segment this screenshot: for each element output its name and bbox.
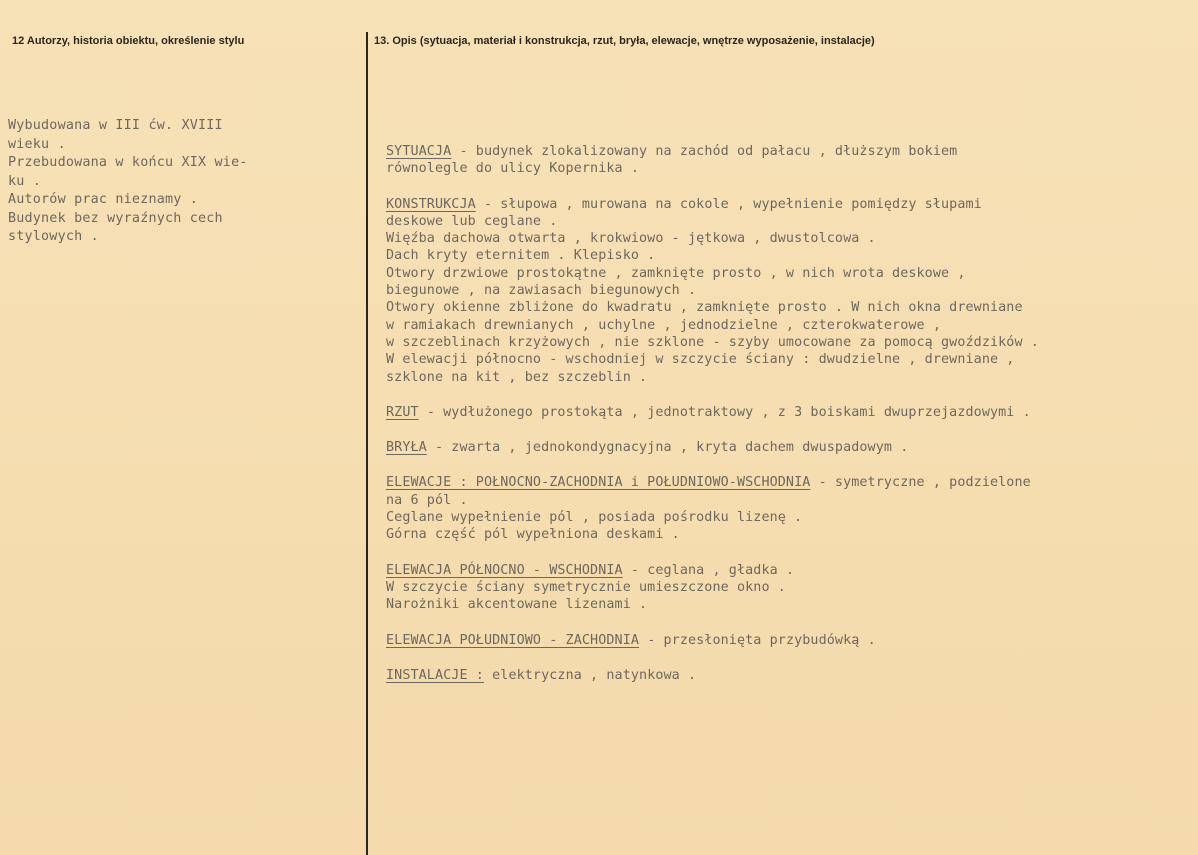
section-line: Więźba dachowa otwarta , krokwiowo - jętkowa , dwustolcowa . bbox=[386, 231, 876, 247]
section-label: SYTUACJA bbox=[386, 144, 452, 159]
section-line: Górna część pól wypełniona deskami . bbox=[386, 527, 680, 543]
section-text: elektryczna , natynkowa . bbox=[483, 667, 697, 683]
header-description: 13. Opis (sytuacja, materiał i konstrukcja, rzut, bryła, elewacje, wnętrze wyposażenie, instalacje) bbox=[374, 35, 875, 47]
section-bryla bbox=[386, 439, 1198, 456]
section-label: RZUT bbox=[386, 404, 419, 420]
section-line: W elewacji północno - wschodniej w szczycie ściany : dwudzielne , drewniane , bbox=[386, 352, 1015, 368]
section-text: - ceglana , gładka . bbox=[622, 562, 795, 578]
section-line: równolegle do ulicy Kopernika . bbox=[386, 161, 640, 177]
section-line: Otwory drzwiowe prostokątne , zamknięte prosto , w nich wrota deskowe , bbox=[386, 265, 966, 281]
column-divider bbox=[366, 32, 368, 855]
section-elewacja-polnocno-wschodnia bbox=[386, 562, 1198, 614]
section-text: - słupowa , murowana na cokole , wypełnienie pomiędzy słupami bbox=[475, 196, 982, 212]
history-text bbox=[8, 117, 358, 247]
section-label: KONSTRUKCJA bbox=[386, 196, 476, 212]
section-line: w ramiakach drewnianych , uchylne , jednodzielne , czterokwaterowe , bbox=[386, 317, 942, 333]
history-line: Wybudowana w III ćw. XVIII bbox=[8, 118, 223, 133]
header-authors-history-style: 12 Autorzy, historia obiektu, określenie stylu bbox=[12, 35, 245, 47]
history-line: wieku . bbox=[8, 136, 66, 152]
history-line: Autorów prac nieznamy . bbox=[8, 192, 199, 207]
history-line: stylowych . bbox=[8, 229, 99, 244]
section-line: deskowe lub ceglane . bbox=[386, 213, 558, 229]
history-line: ku . bbox=[8, 173, 42, 189]
section-line: Narożniki akcentowane lizenami . bbox=[386, 597, 648, 613]
section-instalacje bbox=[386, 667, 1198, 684]
section-rzut bbox=[386, 404, 1198, 421]
section-text: - symetryczne , podzielone bbox=[810, 475, 1031, 491]
section-line: Ceglane wypełnienie pól , posiada pośrodku lizenę . bbox=[386, 510, 803, 526]
section-label: ELEWACJA PÓŁNOCNO - WSCHODNIA bbox=[386, 562, 623, 578]
section-line: biegunowe , na zawiasach biegunowych . bbox=[386, 283, 697, 299]
section-elewacje bbox=[386, 474, 1198, 543]
section-line: Otwory okienne zbliżone do kwadratu , zamknięte prosto . W nich okna drewniane bbox=[386, 300, 1023, 316]
section-text: - wydłużonego prostokąta , jednotraktowy , z 3 boiskami dwuprzejazdowymi . bbox=[418, 404, 1031, 420]
section-label: ELEWACJE : POŁNOCNO-ZACHODNIA i POŁUDNIOWO-WSCHODNIA bbox=[386, 475, 811, 491]
section-line: szklone na kit , bez szczeblin . bbox=[386, 369, 648, 385]
section-text: - zwarta , jednokondygnacyjna , kryta dachem dwuspadowym . bbox=[426, 440, 909, 456]
section-line: w szczeblinach krzyżowych , nie szklone - szyby umocowane za pomocą gwoździków . bbox=[386, 334, 1039, 350]
description-text bbox=[386, 143, 1198, 684]
section-line: W szczycie ściany symetrycznie umieszczone okno . bbox=[386, 579, 786, 595]
section-text: - budynek zlokalizowany na zachód od pałacu , dłuższym bokiem bbox=[451, 144, 958, 159]
section-elewacja-poludniowo-zachodnia bbox=[386, 632, 1198, 649]
section-label: BRYŁA bbox=[386, 440, 427, 456]
section-sytuacja bbox=[386, 143, 1198, 178]
section-label: ELEWACJA POŁUDNIOWO - ZACHODNIA bbox=[386, 632, 640, 648]
section-konstrukcja bbox=[386, 196, 1198, 386]
section-text: - przesłonięta przybudówką . bbox=[639, 632, 876, 648]
history-line: Budynek bez wyraźnych cech bbox=[8, 210, 223, 226]
section-line: Dach kryty eternitem . Klepisko . bbox=[386, 248, 656, 264]
history-line: Przebudowana w końcu XIX wie- bbox=[8, 155, 248, 170]
section-label: INSTALACJE : bbox=[386, 667, 484, 683]
section-line: na 6 pól . bbox=[386, 492, 468, 508]
